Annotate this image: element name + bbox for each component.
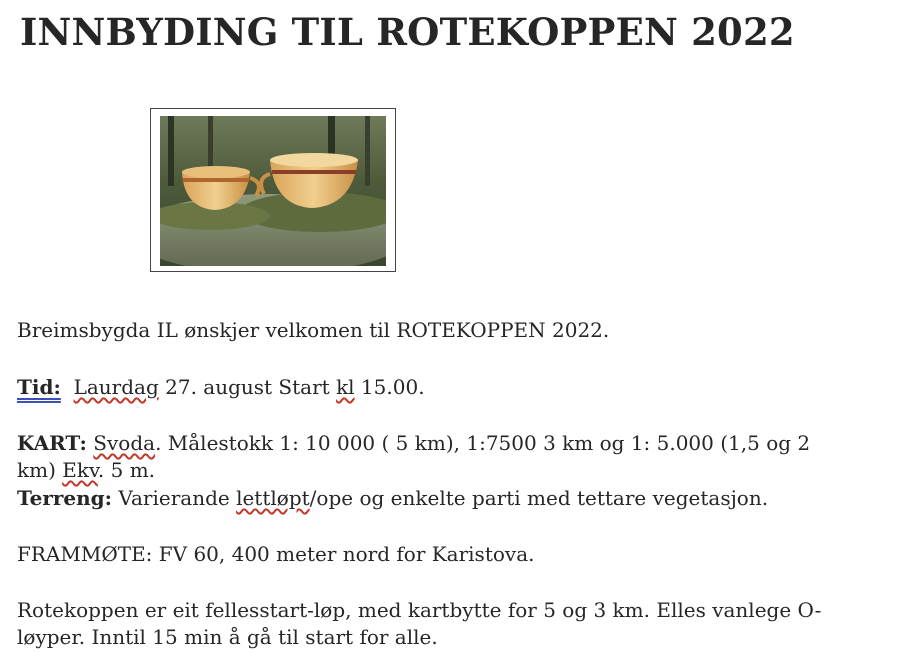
terreng-label: Terreng: (17, 486, 113, 510)
kart-label: KART: (17, 431, 87, 455)
kart-ekv: Ekv (62, 458, 98, 482)
tid-kl: kl (336, 375, 355, 399)
kart-details: . Målestokk 1: 10 000 ( 5 km), 1:7500 3 km og 1: 5.000 (1,5 og 2 (155, 431, 811, 455)
tid-label: Tid: (17, 375, 61, 399)
tid-time: 15.00. (354, 375, 425, 399)
kart-map-name: Svoda (93, 431, 156, 455)
page-title: INNBYDING TIL ROTEKOPPEN 2022 (20, 10, 795, 54)
terreng-lettlopt: lettløpt (236, 486, 310, 510)
info-paragraph (17, 597, 897, 651)
terreng-line (17, 485, 897, 512)
frammote-text: FRAMMØTE: FV 60, 400 meter nord for Karistova. (17, 542, 535, 566)
tid-day: Laurdag (73, 375, 159, 399)
info-line-1: Rotekoppen er eit fellesstart-løp, med kartbytte for 5 og 3 km. Elles vanlege O- (17, 598, 822, 622)
kart-ekv-value: . 5 m. (97, 458, 156, 482)
terreng-text-b: /ope og enkelte parti med tettare vegetasjon. (309, 486, 769, 510)
terreng-text-a: Varierande (112, 486, 237, 510)
kart-km: km) (17, 458, 63, 482)
trophy-cups-photo (160, 116, 386, 266)
tid-date: 27. august Start (158, 375, 337, 399)
info-line-2: løyper. Inntil 15 min å gå til start for alle. (17, 625, 438, 649)
kart-line (17, 430, 897, 484)
welcome-text: Breimsbygda IL ønskjer velkomen til ROTEKOPPEN 2022. (17, 318, 610, 342)
tid-line (17, 374, 897, 401)
trophy-photo-frame (150, 108, 396, 272)
